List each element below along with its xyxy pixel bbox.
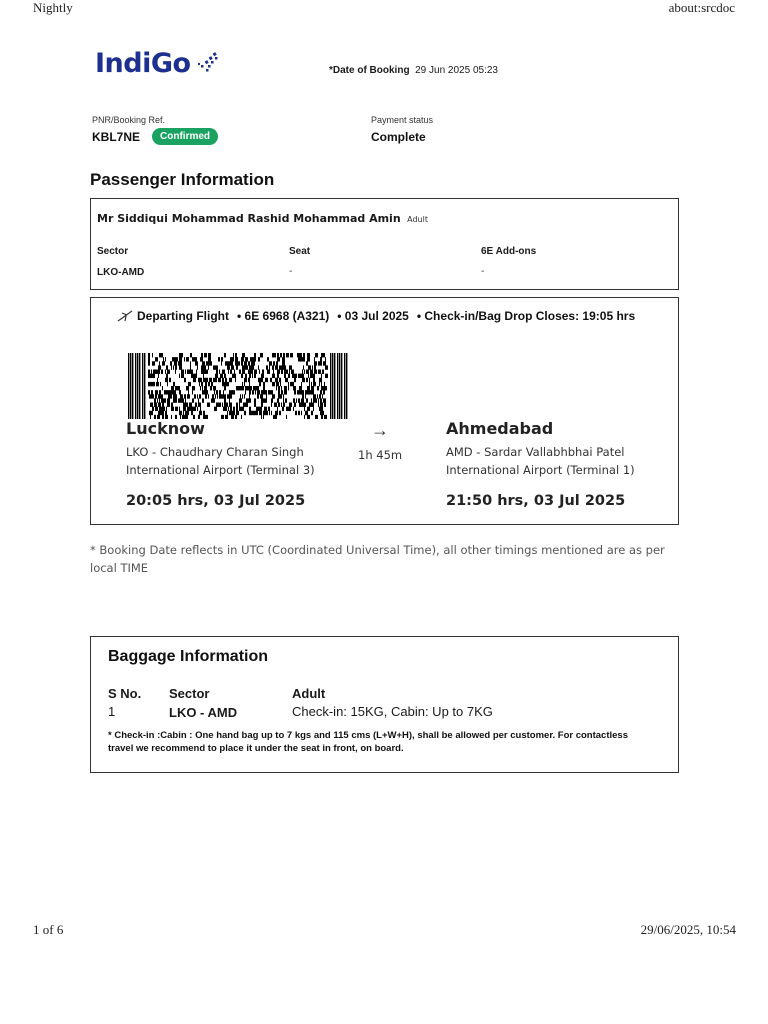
flight-header — [117, 309, 635, 323]
print-header-right: about:srcdoc — [668, 0, 735, 15]
utc-note-line2: local TIME — [90, 561, 149, 575]
passenger-name-row — [97, 209, 428, 227]
arrival-time: 21:50 hrs, 03 Jul 2025 — [446, 493, 626, 509]
passenger-card — [90, 198, 679, 290]
boarding-pass-barcode — [128, 353, 348, 419]
col-sector-value: LKO-AMD — [97, 267, 145, 278]
plane-icon — [195, 51, 221, 75]
passenger-name: Mr Siddiqui Mohammad Rashid Mohammad Amin — [97, 212, 401, 225]
origin-airport-line2: International Airport (Terminal 3) — [126, 463, 315, 477]
passenger-type: Adult — [407, 215, 428, 224]
flight-label: Departing Flight — [137, 309, 229, 323]
bag-row-sno: 1 — [108, 704, 116, 719]
pnr-label: PNR/Booking Ref. — [92, 115, 166, 125]
booking-date-value: 29 Jun 2025 05:23 — [415, 65, 498, 76]
departure-time: 20:05 hrs, 03 Jul 2025 — [126, 493, 306, 509]
bag-col-adult: Adult — [292, 686, 326, 701]
print-footer-right: 29/06/2025, 10:54 — [640, 922, 736, 937]
destination-city: Ahmedabad — [446, 419, 554, 438]
booking-date — [329, 65, 498, 76]
print-footer-left: 1 of 6 — [33, 922, 64, 937]
bag-col-sno: S No. — [108, 686, 142, 701]
payment-value: Complete — [371, 130, 426, 144]
col-addons-head: 6E Add-ons — [481, 246, 537, 257]
logo-text: IndiGo — [95, 48, 191, 79]
passenger-section-title: Passenger Information — [90, 170, 275, 189]
origin-airport-line1: LKO - Chaudhary Charan Singh — [126, 445, 304, 459]
flight-duration: 1h 45m — [358, 448, 403, 462]
baggage-card — [90, 636, 679, 773]
destination-airport-line1: AMD - Sardar Vallabhbhai Patel — [446, 445, 625, 459]
baggage-title: Baggage Information — [108, 648, 269, 665]
utc-note-line1: * Booking Date reflects in UTC (Coordinated Universal Time), all other timings mentioned are as per — [90, 543, 665, 557]
destination-airport-line2: International Airport (Terminal 1) — [446, 463, 635, 477]
pnr-value: KBL7NE — [92, 129, 141, 144]
origin-city: Lucknow — [126, 419, 205, 438]
checkin-close: • Check-in/Bag Drop Closes: 19:05 hrs — [416, 309, 636, 323]
col-seat-head: Seat — [289, 246, 311, 257]
payment-label: Payment status — [371, 115, 434, 125]
baggage-note-line2: travel we recommend to place it under the seat in front, on board. — [108, 743, 404, 754]
indigo-logo — [95, 48, 221, 79]
baggage-note — [108, 729, 673, 755]
col-addons-value: - — [481, 266, 485, 277]
utc-note — [90, 541, 690, 577]
flight-date: • 03 Jul 2025 — [337, 309, 409, 323]
status-badge: Confirmed — [152, 128, 218, 145]
booking-date-label: *Date of Booking — [329, 65, 410, 76]
arrow-right-icon: → — [371, 420, 389, 440]
bag-col-sector: Sector — [169, 686, 210, 701]
col-seat-value: - — [289, 266, 293, 277]
col-sector-head: Sector — [97, 246, 129, 257]
flight-card — [90, 297, 679, 525]
print-header-left: Nightly — [33, 0, 73, 15]
bag-row-adult: Check-in: 15KG, Cabin: Up to 7KG — [292, 704, 493, 719]
baggage-note-line1: * Check-in :Cabin : One hand bag up to 7 kgs and 115 cms (L+W+H), shall be allowed per customer. For contactless — [108, 730, 628, 741]
pnr-row — [92, 128, 218, 145]
plane-icon — [117, 309, 133, 323]
bag-row-sector: LKO - AMD — [169, 705, 238, 720]
flight-number: • 6E 6968 (A321) — [237, 309, 330, 323]
